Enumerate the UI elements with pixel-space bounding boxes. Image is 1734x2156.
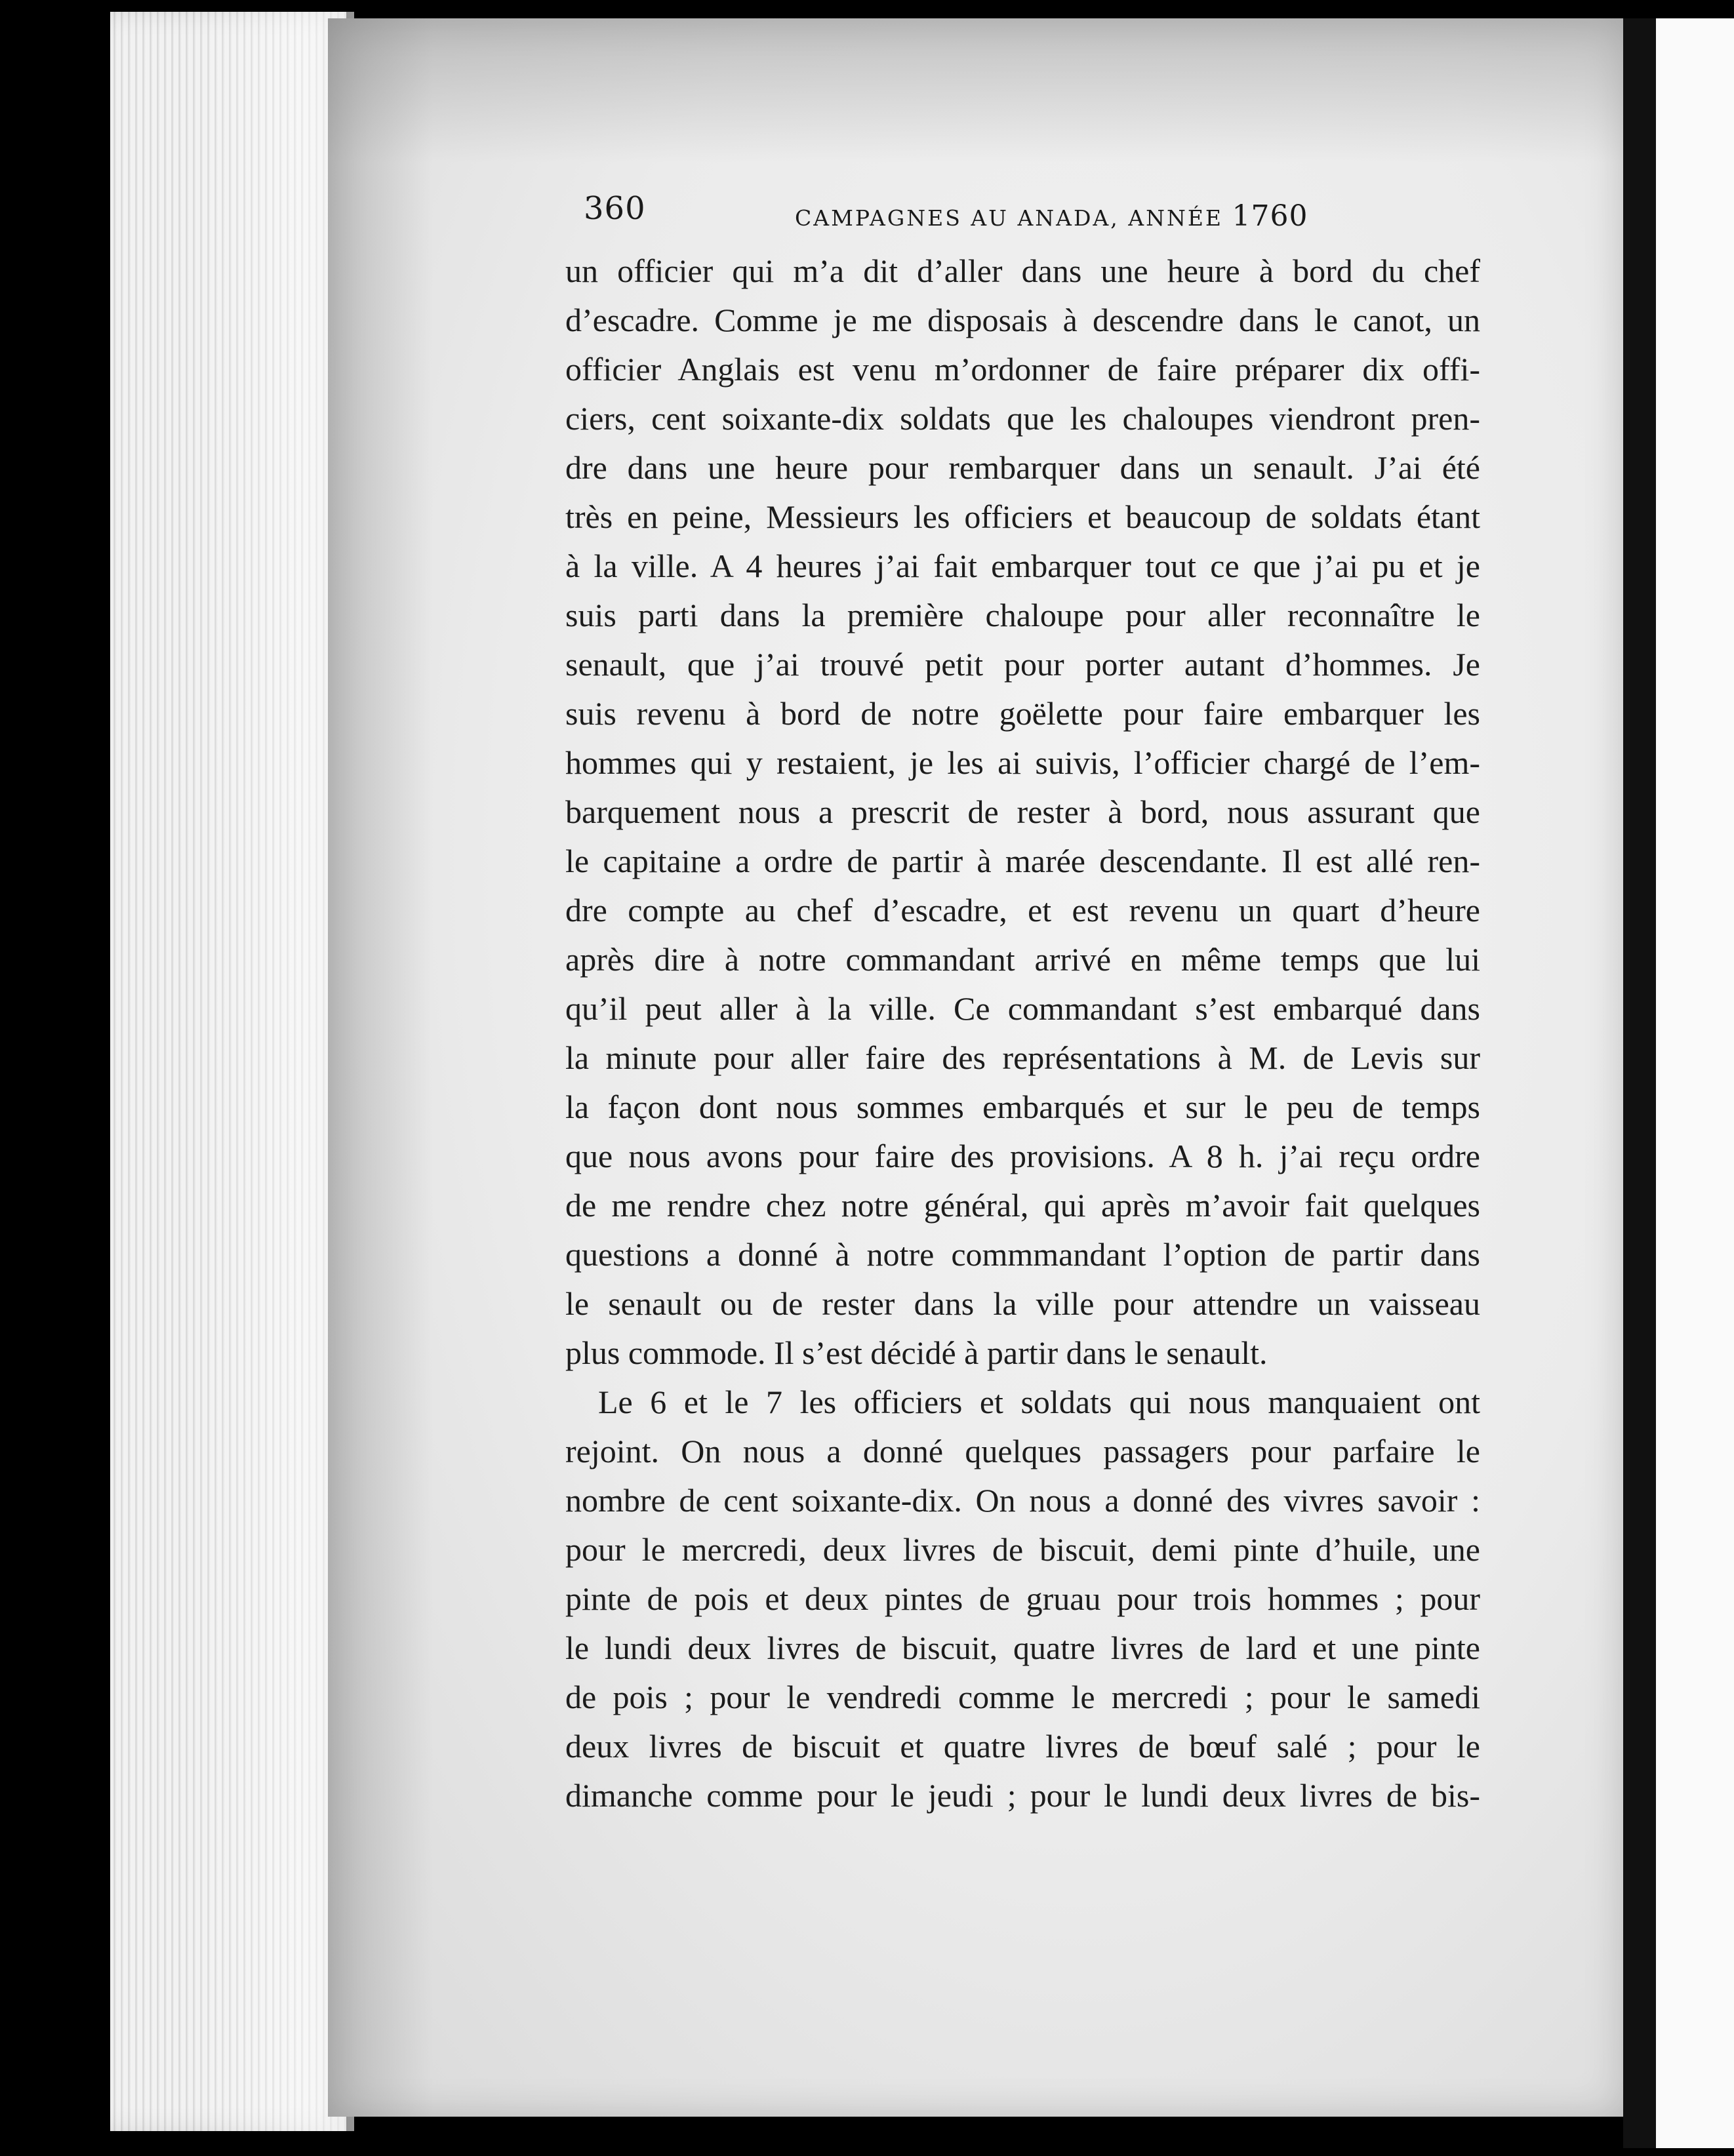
text-line: pinte de pois et deux pintes de gruau pour trois hommes ; pour bbox=[565, 1580, 1480, 1617]
text-line: qu’il peut aller à la ville. Ce commandant s’est embarqué dans bbox=[565, 990, 1480, 1027]
text-line: que nous avons pour faire des provisions. A 8 h. j’ai reçu ordre bbox=[565, 1138, 1480, 1174]
text-line: barquement nous a prescrit de rester à bord, nous assurant que bbox=[565, 793, 1480, 830]
text-line: questions a donné à notre commmandant l’option de partir dans bbox=[565, 1236, 1480, 1273]
text-line: de me rendre chez notre général, qui après m’avoir fait quelques bbox=[565, 1187, 1480, 1224]
text-line: d’escadre. Comme je me disposais à descendre dans le canot, un bbox=[565, 302, 1480, 338]
text-line: senault, que j’ai trouvé petit pour porter autant d’hommes. Je bbox=[565, 646, 1480, 683]
running-title bbox=[795, 199, 1308, 233]
page-gutter-shadow bbox=[328, 18, 433, 2117]
text-line: plus commode. Il s’est décidé à partir dans le senault. bbox=[565, 1334, 1268, 1371]
text-line: à la ville. A 4 heures j’ai fait embarquer tout ce que j’ai pu et je bbox=[565, 548, 1480, 584]
running-head bbox=[584, 189, 1308, 248]
page-edge-shadow bbox=[1623, 18, 1656, 2148]
text-line: hommes qui y restaient, je les ai suivis, l’officier chargé de l’em- bbox=[565, 744, 1480, 781]
text-line: après dire à notre commandant arrivé en même temps que lui bbox=[565, 941, 1480, 978]
text-line: un officier qui m’a dit d’aller dans une heure à bord du chef bbox=[565, 252, 1480, 289]
running-title-year: 1760 bbox=[1232, 199, 1308, 233]
text-line: le senault ou de rester dans la ville pour attendre un vaisseau bbox=[565, 1285, 1480, 1322]
text-line: la minute pour aller faire des représentations à M. de Levis sur bbox=[565, 1039, 1480, 1076]
text-line: deux livres de biscuit et quatre livres de bœuf salé ; pour le bbox=[565, 1728, 1480, 1765]
text-line: officier Anglais est venu m’ordonner de faire préparer dix offi- bbox=[565, 351, 1480, 388]
text-line: très en peine, Messieurs les officiers et beaucoup de soldats étant bbox=[565, 498, 1480, 535]
facing-page-strip bbox=[1656, 18, 1734, 2148]
page-top-shadow bbox=[328, 18, 1623, 163]
text-line: rejoint. On nous a donné quelques passagers pour parfaire le bbox=[565, 1433, 1480, 1469]
text-line: la façon dont nous sommes embarqués et sur le peu de temps bbox=[565, 1088, 1480, 1125]
text-line: pour le mercredi, deux livres de biscuit, demi pinte d’huile, une bbox=[565, 1531, 1480, 1568]
text-line: de pois ; pour le vendredi comme le mercredi ; pour le samedi bbox=[565, 1679, 1480, 1715]
text-line: nombre de cent soixante-dix. On nous a donné des vivres savoir : bbox=[565, 1482, 1480, 1519]
text-line: dre compte au chef d’escadre, et est revenu un quart d’heure bbox=[565, 892, 1480, 928]
text-line: Le 6 et le 7 les officiers et soldats qui nous manquaient ont bbox=[598, 1384, 1480, 1420]
body-text bbox=[565, 247, 1480, 1820]
running-title-start: CAMPAGNES AU bbox=[795, 205, 1018, 231]
text-line: ciers, cent soixante-dix soldats que les chaloupes viendront pren- bbox=[565, 400, 1480, 437]
text-line: le lundi deux livres de biscuit, quatre livres de lard et une pinte bbox=[565, 1629, 1480, 1666]
text-line: le capitaine a ordre de partir à marée descendante. Il est allé ren- bbox=[565, 843, 1480, 879]
running-title-rest: ANADA, ANNÉE bbox=[1017, 205, 1232, 231]
text-line: dre dans une heure pour rembarquer dans un senault. J’ai été bbox=[565, 449, 1480, 486]
page-number: 360 bbox=[584, 190, 646, 227]
text-line: suis revenu à bord de notre goëlette pour faire embarquer les bbox=[565, 695, 1480, 732]
text-line: dimanche comme pour le jeudi ; pour le lundi deux livres de bis- bbox=[565, 1777, 1480, 1814]
text-line: suis parti dans la première chaloupe pour aller reconnaître le bbox=[565, 597, 1480, 633]
